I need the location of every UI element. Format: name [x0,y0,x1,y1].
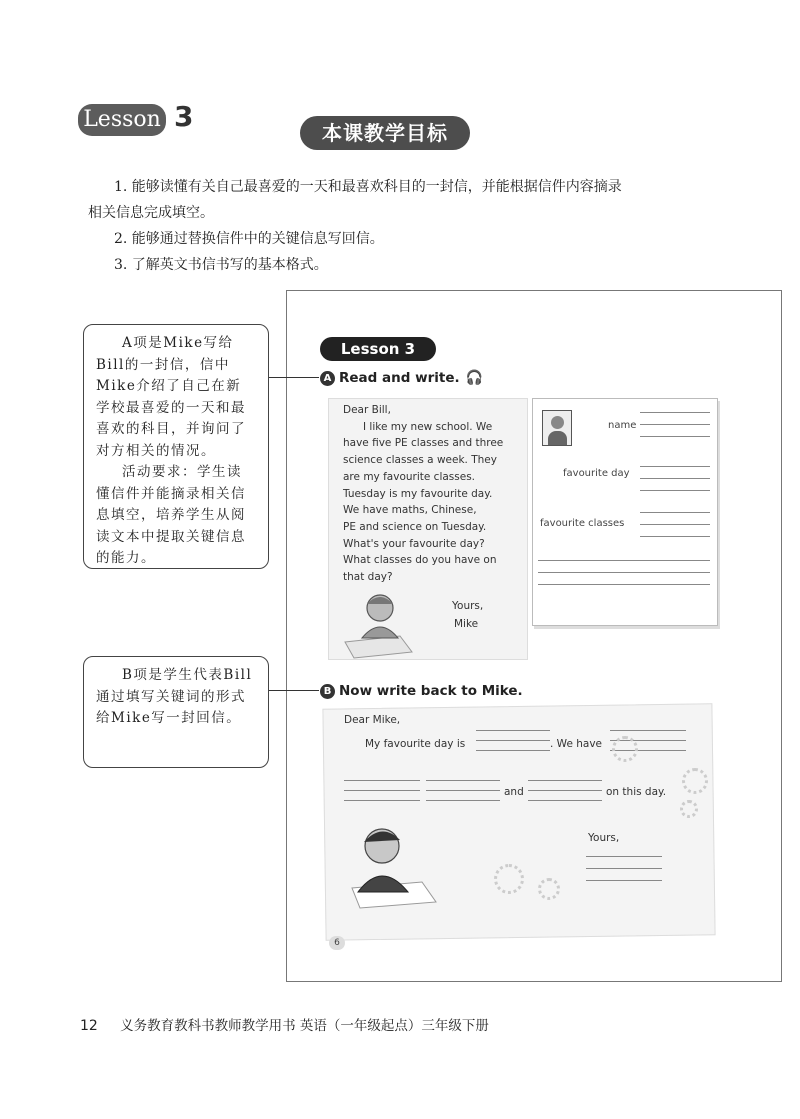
note-paragraph: B项是学生代表Bill通过填写关键词的形式给Mike写一封回信。 [96,667,253,726]
letter-line: science classes a week. They [343,454,497,467]
connector-line-a [269,377,319,378]
lesson-number: 3 [174,100,194,133]
letter-line: What classes do you have on [343,554,497,567]
reply-and: and [504,786,524,798]
section-a-title: Read and write. [339,370,460,386]
objective-item: 3. 了解英文书信书写的基本格式。 [114,257,328,273]
note-paragraph: A项是Mike写给Bill的一封信，信中Mike介绍了自己在新学校最喜爱的一天和最喜欢的科目，并询问了对方相关的情况。 [96,335,246,459]
form-line[interactable] [640,512,710,513]
reply-blank[interactable] [528,800,602,801]
form-line[interactable] [538,584,710,585]
avatar [542,410,572,446]
flower-decoration [494,864,524,894]
reply-line-1b: . We have [550,738,603,750]
flower-decoration [612,736,638,762]
reply-blank[interactable] [528,780,602,781]
objective-item: 1. 能够读懂有关自己最喜爱的一天和最喜欢科目的一封信，并能根据信件内容摘录 [114,179,622,195]
section-a-heading [320,370,483,386]
textbook-lesson-label: Lesson 3 [320,337,436,361]
reply-blank[interactable] [586,880,662,881]
reply-blank[interactable] [476,740,550,741]
form-line[interactable] [640,490,710,491]
form-line[interactable] [640,424,710,425]
reply-blank[interactable] [426,790,500,791]
letter-line: are my favourite classes. [343,470,476,483]
headphones-icon: 🎧 [465,370,484,386]
objectives-list [88,174,728,278]
reply-blank[interactable] [586,856,662,857]
page-title: 本课教学目标 [300,116,470,150]
form-line[interactable] [640,524,710,525]
flower-decoration [682,768,708,794]
letter-greeting: Dear Bill, [343,404,391,416]
letter-line: have five PE classes and three [343,437,504,450]
letter-line: I like my new school. We [363,420,493,433]
reply-line-2-end: on this day. [606,786,667,798]
connector-line-b [269,690,319,691]
letter-text [343,402,528,586]
book-title: 义务教育教科书教师教学用书 英语（一年级起点）三年级下册 [120,1018,489,1034]
letter-line: PE and science on Tuesday. [343,520,487,533]
form-label-favourite-classes: favourite classes [540,518,625,529]
reply-blank[interactable] [344,790,420,791]
form-line[interactable] [640,412,710,413]
objective-item: 2. 能够通过替换信件中的关键信息写回信。 [114,231,384,247]
letter-closing: Yours, [452,600,484,612]
reply-blank[interactable] [528,790,602,791]
flower-decoration [538,878,560,900]
page-footer [80,1014,489,1034]
reply-blank[interactable] [344,800,420,801]
reply-blank[interactable] [610,730,686,731]
section-b-heading [320,683,523,699]
note-section-b [83,656,269,768]
form-label-favourite-day: favourite day [563,468,630,479]
letter-line: We have maths, Chinese, [343,504,477,517]
section-a-marker: A [320,371,335,386]
reply-blank[interactable] [586,868,662,869]
note-paragraph: 活动要求：学生读懂信件并能摘录相关信息填空，培养学生从阅读文本中提取关键信息的能力。 [96,464,246,566]
letter-line: Tuesday is my favourite day. [343,487,493,500]
boy-thinking-illustration [338,822,448,912]
flower-decoration [680,800,698,818]
section-b-marker: B [320,684,335,699]
form-line[interactable] [640,466,710,467]
reply-blank[interactable] [344,780,420,781]
form-line[interactable] [640,436,710,437]
objective-item: 相关信息完成填空。 [88,205,214,221]
textbook-page-number: 6 [329,936,345,950]
letter-line: that day? [343,571,393,584]
reply-blank[interactable] [426,780,500,781]
reply-blank[interactable] [476,730,550,731]
note-section-a [83,324,269,569]
reply-line-1a: My favourite day is [365,738,466,750]
form-label-name: name [608,420,637,431]
reply-blank[interactable] [426,800,500,801]
boy-writing-illustration [340,590,420,660]
lesson-badge: Lesson [78,104,166,136]
letter-signature: Mike [454,618,479,630]
form-line[interactable] [538,572,710,573]
reply-closing: Yours, [588,832,620,844]
form-line[interactable] [640,478,710,479]
reply-greeting: Dear Mike, [344,714,401,726]
section-b-title: Now write back to Mike. [339,683,523,699]
form-line[interactable] [640,536,710,537]
letter-line: What's your favourite day? [343,537,485,550]
page-number: 12 [80,1018,98,1034]
reply-blank[interactable] [476,750,550,751]
form-line[interactable] [538,560,710,561]
